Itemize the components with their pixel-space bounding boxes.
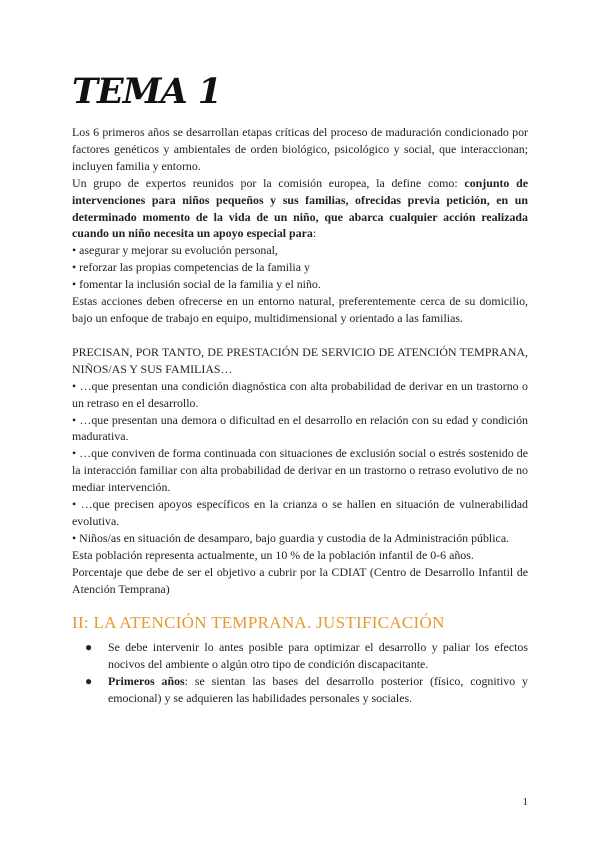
- section-heading: II: LA ATENCIÓN TEMPRANA. JUSTIFICACIÓN: [72, 613, 445, 633]
- list-item: [72, 639, 528, 673]
- group-item: • …que conviven de forma continuada con situaciones de exclusión social o estrés sostenido de la interacción familiar con alta probabilidad de derivar en un trastorno o retraso evolutivo de no mediar intervención.: [72, 446, 528, 495]
- definition-bold: conjunto de intervenciones para niños pequeños y sus familias, ofrecidas previa petición, en un determinado momento de la vida de un niño, que abarca cualquier acción realizada cuando un niño necesita un apoyo especial para: [72, 175, 528, 241]
- group-item: • Niños/as en situación de desamparo, bajo guardia y custodia de la Administración pública.: [72, 530, 510, 545]
- bullet-icon: ●: [85, 674, 93, 689]
- list-item: [72, 673, 528, 707]
- aim-item: • reforzar las propias competencias de la familia y: [72, 260, 310, 275]
- intro-paragraph: Los 6 primeros años se desarrollan etapas críticas del proceso de maduración condicionado por factores genéticos y ambientales de orden biológico, psicológico y social, que interaccionan; incluyen familia y entorno.: [72, 125, 528, 173]
- group-item: • …que precisen apoyos específicos en la crianza o se hallen en situación de vulnerabilidad evolutiva.: [72, 497, 528, 528]
- page-title: TEMA 1: [72, 71, 222, 112]
- list-item-text: : se sientan las bases del desarrollo posterior (físico, cognitivo y emocional) y se adquieren las habilidades personales y sociales.: [108, 674, 528, 706]
- aim-item: • fomentar la inclusión social de la familia y el niño.: [72, 277, 321, 292]
- context-paragraph: Estas acciones deben ofrecerse en un entorno natural, preferentemente cerca de su domicilio, bajo un enfoque de trabajo en equipo, multidimensional y orientado a las familias.: [72, 294, 528, 325]
- list-item-bold: Primeros años: [108, 674, 185, 689]
- group-item: • …que presentan una demora o dificultad en el desarrollo en relación con su edad y condición madurativa.: [72, 412, 528, 444]
- target-paragraph: Porcentaje que debe de ser el objetivo a cubrir por la CDIAT (Centro de Desarrollo Infantil de Atención Temprana): [72, 564, 528, 596]
- justification-list: [72, 639, 528, 707]
- population-paragraph: Esta población representa actualmente, un 10 % de la población infantil de 0-6 años.: [72, 547, 474, 562]
- group-item: • …que presentan una condición diagnóstica con alta probabilidad de derivar en un trastorno o un retraso en el desarrollo.: [72, 378, 528, 410]
- aim-item: • asegurar y mejorar su evolución personal,: [72, 243, 278, 258]
- list-item-text: Se debe intervenir lo antes posible para optimizar el desarrollo y paliar los efectos nocivos del ambiente o algún otro tipo de condición discapacitante.: [108, 640, 528, 672]
- definition-tail: :: [312, 226, 317, 241]
- page-number: 1: [522, 796, 528, 808]
- definition-paragraph: [72, 175, 528, 243]
- precisan-heading: PRECISAN, POR TANTO, DE PRESTACIÓN DE SERVICIO DE ATENCIÓN TEMPRANA, NIÑOS/AS Y SUS FAMILIAS…: [72, 344, 528, 376]
- bullet-icon: ●: [85, 640, 93, 655]
- definition-lead: Un grupo de expertos reunidos por la comisión europea, la define como:: [72, 175, 465, 190]
- document-body: [72, 124, 528, 707]
